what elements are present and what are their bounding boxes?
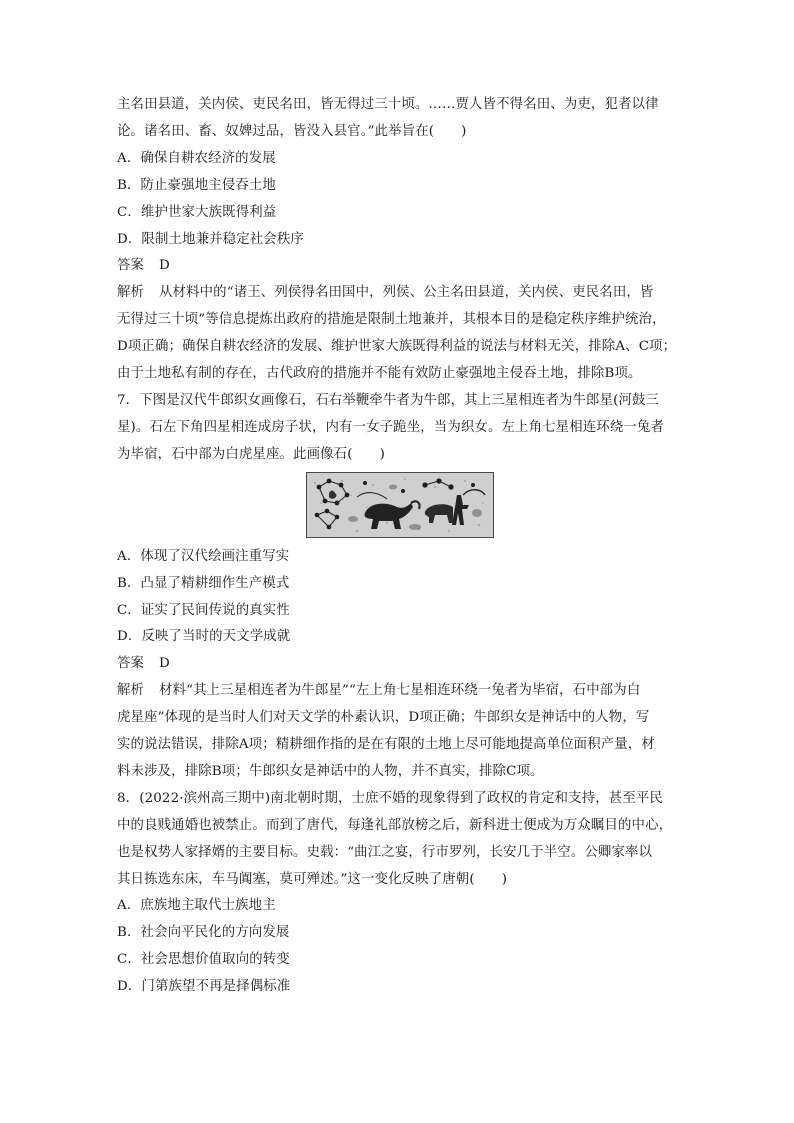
analysis-text: 材料“其上三星相连者为牛郎星”“左上角七星相连环绕一兔者为毕宿，石中部为白 bbox=[159, 683, 641, 699]
question-8-option-c: C．社会思想价值取向的转变 bbox=[117, 952, 290, 968]
question-8 bbox=[117, 786, 683, 1001]
question-6-analysis-line bbox=[117, 280, 683, 307]
question-6-option-d: D．限制土地兼并稳定社会秩序 bbox=[117, 231, 304, 247]
question-8-option-b: B．社会向平民化的方向发展 bbox=[117, 925, 290, 941]
question-6-stem-line: 主名田县道，关内侯、吏民名田，皆无得过三十顷。……贾人皆不得名田、为吏，犯者以律 bbox=[117, 97, 659, 112]
question-7-option-b: B．凸显了精耕细作生产模式 bbox=[117, 575, 290, 591]
question-6-analysis-line: 无得过三十顷”等信息提炼出政府的措施是限制土地兼并，其根本目的是稳定秩序维护统治， bbox=[117, 312, 666, 328]
han-stone-relief-image bbox=[306, 472, 494, 538]
han-relief-image-wrap bbox=[117, 472, 683, 538]
question-7-analysis-line: 实的说法错误，排除A项；精耕细作指的是在有限的土地上尽可能地提高单位面积产量，材 bbox=[117, 737, 655, 753]
question-8-stem-line: 中的良贱通婚也被禁止。而到了唐代，每逢礼部放榜之后，新科进士便成为万众瞩目的中心， bbox=[117, 817, 673, 833]
analysis-text: 从材料中的“诸王、列侯得名田国中，列侯、公主名田县道，关内侯、吏民名田，皆 bbox=[159, 285, 654, 301]
question-6-analysis-line: D项正确；确保自耕农经济的发展、维护世家大族既得利益的说法与材料无关，排除A、C项； bbox=[117, 339, 677, 355]
question-7-option-d: D．反映了当时的天文学成就 bbox=[117, 629, 291, 645]
question-7-answer bbox=[117, 651, 683, 678]
question-7 bbox=[117, 388, 683, 786]
question-6-analysis-line: 由于土地私有制的存在，古代政府的措施并不能有效防止豪强地主侵吞土地，排除B项。 bbox=[117, 366, 642, 382]
question-6-option-b: B．防止豪强地主侵吞土地 bbox=[117, 177, 276, 193]
question-7-stem-line: 7．下图是汉代牛郎织女画像石，石右举鞭牵牛者为牛郎，其上三星相连者为牛郎星(河鼓三 bbox=[117, 392, 660, 408]
answer-value: D bbox=[159, 656, 170, 672]
question-6-option-a: A．确保自耕农经济的发展 bbox=[117, 150, 276, 166]
question-6-answer bbox=[117, 253, 683, 280]
question-7-stem-line: 星)。石左下角四星相连成房子状，内有一女子跪坐，当为织女。左上角七星相连环绕一兔者 bbox=[117, 419, 664, 435]
question-7-analysis-line: 料未涉及，排除B项；牛郎织女是神话中的人物，并不真实，排除C项。 bbox=[117, 763, 544, 779]
analysis-label: 解析 bbox=[117, 285, 145, 301]
question-8-option-d: D．门第族望不再是择偶标准 bbox=[117, 979, 291, 995]
document-page bbox=[117, 92, 683, 1001]
answer-label: 答案 bbox=[117, 656, 145, 672]
question-6 bbox=[117, 92, 683, 388]
question-7-analysis-line bbox=[117, 678, 683, 705]
question-8-option-a: A．庶族地主取代士族地主 bbox=[117, 898, 276, 914]
answer-value: D bbox=[159, 258, 170, 274]
question-8-stem-line: 其日拣选东床，车马阗塞，莫可殚述。”这一变化反映了唐朝( ) bbox=[117, 871, 508, 887]
question-6-stem-line: 论。诸名田、畜、奴婢过品，皆没入县官。”此举旨在( ) bbox=[117, 123, 467, 139]
question-7-analysis-line: 虎星座”体现的是当时人们对天文学的朴素认识，D项正确；牛郎织女是神话中的人物，写 bbox=[117, 710, 650, 726]
question-7-option-a: A．体现了汉代绘画注重写实 bbox=[117, 548, 290, 564]
question-6-option-c: C．维护世家大族既得利益 bbox=[117, 204, 277, 220]
answer-label: 答案 bbox=[117, 258, 145, 274]
question-7-option-c: C．证实了民间传说的真实性 bbox=[117, 602, 290, 618]
analysis-label: 解析 bbox=[117, 683, 145, 699]
question-8-stem-line: 8．(2022·滨州高三期中)南北朝时期，士庶不婚的现象得到了政权的肯定和支持，甚至平民 bbox=[117, 790, 663, 806]
question-7-stem-line: 为毕宿，石中部为白虎星座。此画像石( ) bbox=[117, 446, 386, 462]
question-8-stem-line: 也是权势人家择婿的主要目标。史载：“曲江之宴，行市罗列，长安几于半空。公卿家率以 bbox=[117, 844, 653, 860]
